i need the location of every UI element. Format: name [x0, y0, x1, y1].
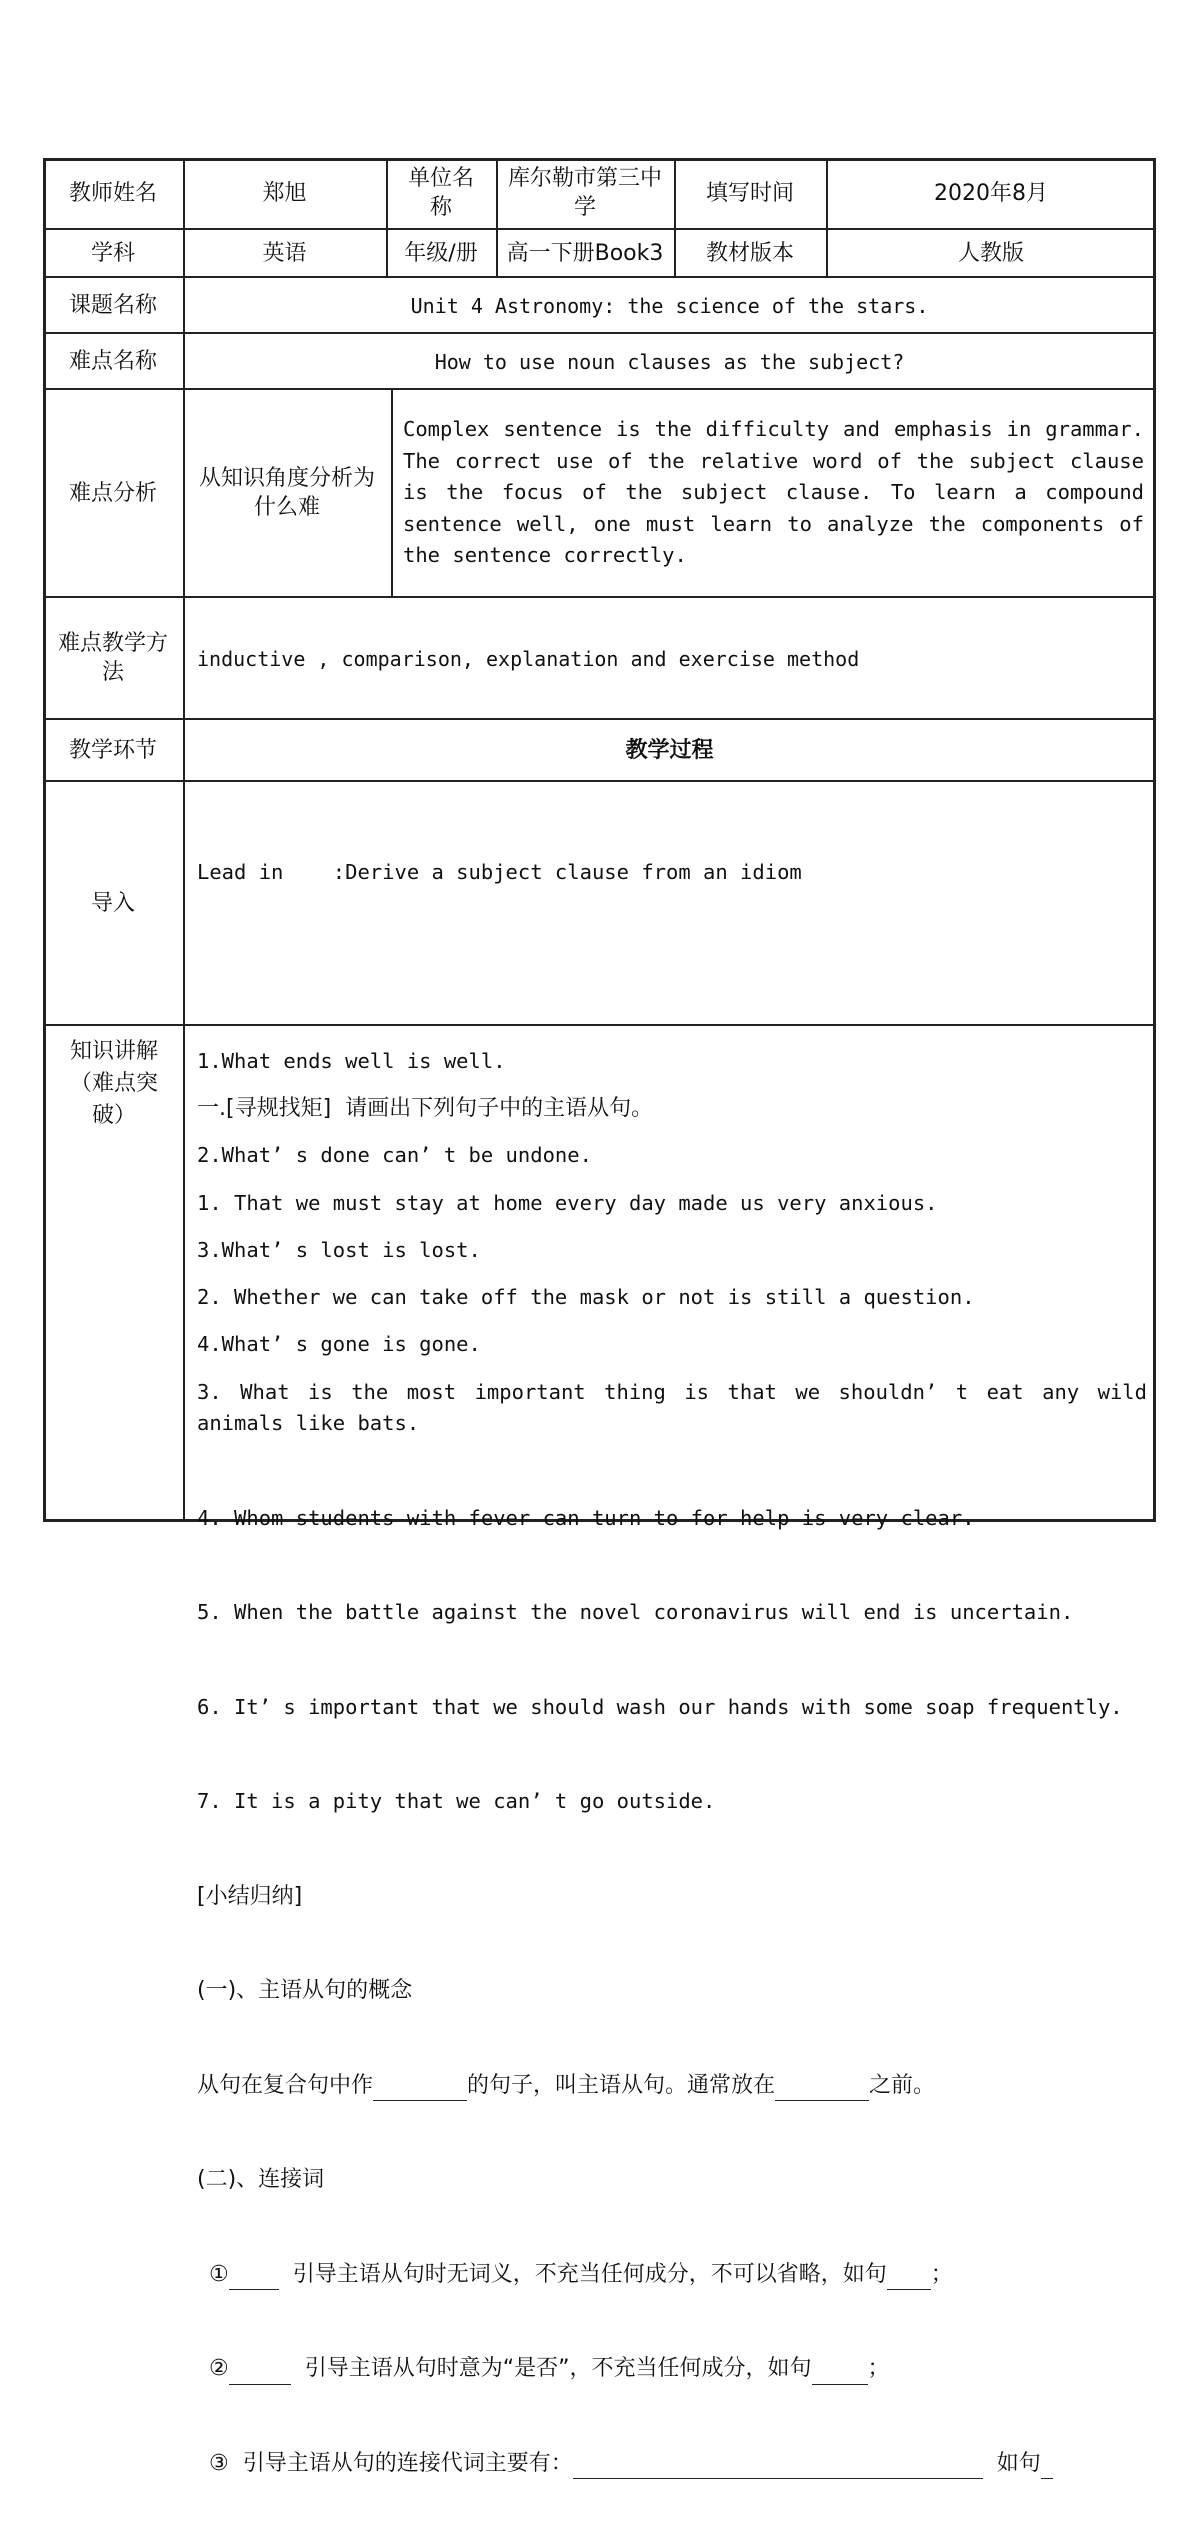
method-value: inductive , comparison, explanation and exercise method: [197, 647, 860, 671]
exercise-sentence: 3. What is the most important thing is that we shouldn’ t eat any wild animals like bats.: [197, 1379, 1160, 1435]
connective-number: ①: [209, 2261, 229, 2287]
exercise-sentence: 1. That we must stay at home every day made us very anxious.: [197, 1190, 938, 1215]
knowledge-content: [197, 1030, 1160, 2542]
teacher-value: 郑旭: [262, 180, 307, 206]
concept-line: [197, 2070, 1147, 2102]
method-row: [43, 596, 1156, 720]
process-title: 教学过程: [625, 737, 714, 763]
edition-label: 教材版本: [705, 240, 794, 266]
blank-field[interactable]: [812, 2362, 868, 2385]
lead-in-item: 1.What ends well is well.: [197, 1048, 506, 1073]
blank-field[interactable]: [229, 2362, 291, 2385]
connective-end: ；: [867, 2356, 890, 2381]
lead-in-label: 导入: [90, 890, 135, 916]
topic-label: 课题名称: [68, 292, 157, 318]
teacher-label: 教师姓名: [68, 180, 157, 206]
lead-in-title: Lead in :Derive a subject clause from an idiom: [197, 860, 802, 884]
difficulty-row: [43, 332, 1156, 390]
header-row-2: [43, 228, 1156, 278]
exercise-sentence: 5. When the battle against the novel coronavirus will end is uncertain.: [197, 1600, 1074, 1624]
exercise-sentence: 7. It is a pity that we can’ t go outside.: [197, 1789, 716, 1813]
connective-line-1: [197, 2259, 1147, 2291]
grade-value: 高一下册Book3: [506, 240, 664, 266]
blank-field[interactable]: [775, 2078, 869, 2101]
analysis-row: [43, 388, 1156, 598]
summary-title: [小结归纳]: [197, 1883, 303, 1909]
connective-number: ③: [209, 2450, 229, 2476]
connectives-title: (二)、连接词: [197, 2167, 325, 2192]
knowledge-row: [43, 1024, 1160, 2476]
method-label: 难点教学方法: [57, 631, 168, 685]
subject-value: 英语: [262, 240, 307, 266]
connective-text: 引导主语从句时无词义，不充当任何成分，不可以省略，如句: [292, 2261, 887, 2287]
difficulty-label: 难点名称: [68, 348, 157, 374]
edition-value: 人教版: [957, 240, 1024, 266]
exercise-sentence: 4. Whom students with fever can turn to for help is very clear.: [197, 1505, 975, 1530]
unit-value: 库尔勒市第三中学: [507, 166, 662, 220]
topic-value: Unit 4 Astronomy: the science of the stars.: [410, 294, 929, 318]
connective-text: 引导主语从句的连接代词主要有：: [242, 2450, 573, 2476]
connective-end: 如句: [996, 2450, 1041, 2476]
analysis-label: 难点分析: [68, 480, 157, 506]
lead-in-item: 3.What’ s lost is lost.: [197, 1237, 481, 1262]
difficulty-value: How to use noun clauses as the subject?: [434, 350, 905, 374]
process-header-row: [43, 718, 1156, 782]
unit-label: 单位名称: [407, 166, 474, 220]
concept-part-1: 从句在复合句中作: [197, 2072, 374, 2098]
exercise-sentence: 6. It’ s important that we should wash our hands with some soap frequently.: [197, 1694, 1123, 1719]
blank-field[interactable]: [373, 2078, 467, 2101]
concept-part-3: 之前。: [869, 2072, 936, 2098]
exercise-heading: 一.[寻规找矩] 请画出下列句子中的主语从句。: [197, 1096, 654, 1121]
connective-text: 引导主语从句时意为“是否”，不充当任何成分，如句: [304, 2356, 812, 2381]
lead-in-item: 2.What’ s done can’ t be undone.: [197, 1143, 592, 1167]
connective-line-2: [197, 2353, 1147, 2385]
fill-time-label: 填写时间: [705, 180, 794, 206]
concept-title: (一)、主语从句的概念: [197, 1978, 413, 2003]
blank-field[interactable]: [229, 2267, 279, 2290]
connective-end: ；: [930, 2261, 953, 2287]
grade-label: 年级/册: [404, 240, 478, 266]
exercise-sentence: 2. Whether we can take off the mask or not is still a question.: [197, 1285, 975, 1309]
blank-field[interactable]: [1041, 2456, 1053, 2479]
topic-row: [43, 276, 1156, 334]
blank-field[interactable]: [573, 2456, 983, 2479]
lead-in-item: 4.What’ s gone is gone.: [197, 1332, 481, 1356]
blank-field[interactable]: [887, 2267, 931, 2290]
knowledge-label: 知识讲解（难点突破）: [69, 1039, 158, 1128]
process-stage-label: 教学环节: [68, 737, 157, 763]
header-row-1: [43, 158, 1156, 230]
connective-number: ②: [209, 2356, 229, 2381]
concept-part-2: 的句子，叫主语从句。通常放在: [467, 2072, 776, 2098]
connective-line-3: [197, 2448, 1147, 2480]
fill-time-value: 2020年8月: [934, 180, 1048, 206]
analysis-text: Complex sentence is the difficulty and emphasis in grammar. The correct use of the relative word of the subject clause is the focus of the subject clause. To learn a compound sentence well, one must learn to analyze the components of the sentence correctly.: [403, 417, 1144, 567]
analysis-sub-label: 从知识角度分析为什么难: [198, 466, 375, 520]
subject-label: 学科: [90, 240, 135, 266]
